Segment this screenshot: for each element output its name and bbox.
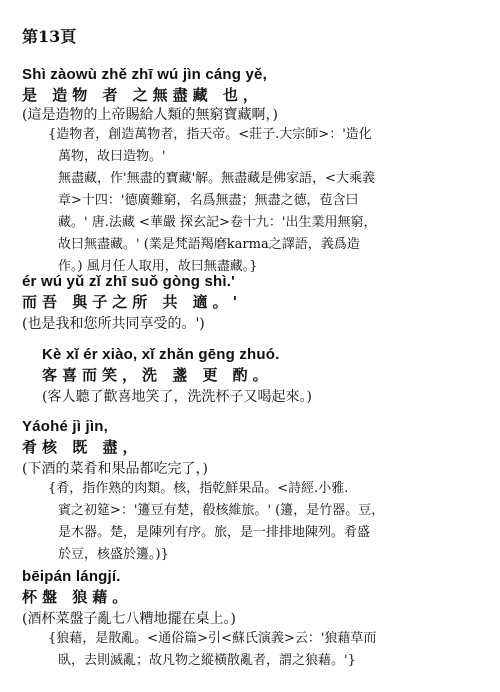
pinyin-line: Yáohé jì jìn, [22,418,108,435]
note-line: 賓之初筵>：'籩豆有楚，殽核維旅。' (籩，是竹器。豆， [58,503,385,518]
chinese-line: 客喜而笑，洗 盞 更 酌。 [42,366,273,384]
chinese-line: 肴核 既 盡， [22,438,143,456]
note-line: 萬物，故曰造物。' [58,149,166,164]
chinese-line: 杯盤 狼藉。 [22,588,133,606]
note-line: 臥，去則滅亂；故凡物之縱橫散亂者，謂之狼藉。'} [58,653,356,668]
note-line: {造物者，創造萬物者，指天帝。<莊子.大宗師>：'造化 [48,127,372,142]
pinyin-line: Shì zàowù zhě zhī wú jìn cáng yě, [22,66,267,83]
chinese-line: 而吾 與子之所 共 適。' [22,293,243,311]
note-line: 作。) 風月任人取用，故曰無盡藏。} [58,259,258,274]
translation-line: (客人聽了歡喜地笑了，洗洗杯子又喝起來。) [42,389,312,405]
translation-line: (酒杯菜盤子亂七八糟地擺在桌上。) [22,611,236,627]
note-line: 於豆，核盛於籩。)} [58,547,169,562]
note-line: 是木器。楚，是陳列有序。旅，是一排排地陳列。肴盛 [58,525,371,540]
note-line: 章>十四：'德廣難窮，名爲無盡；無盡之德，苞含曰 [58,193,359,208]
page-number: 第13頁 [22,27,77,46]
note-line: 無盡藏，作'無盡的寶藏'解。無盡藏是佛家語，<大乘義 [58,171,376,186]
translation-line: (下酒的菜肴和果品都吃完了，) [22,461,208,477]
note-line: {狼藉，是散亂。<通俗篇>引<蘇氏演義>云：'狼藉草而 [48,631,377,646]
note-line: 故曰無盡藏。' (業是梵語羯磨karma之譯語，義爲造 [58,237,360,252]
pinyin-line: Kè xǐ ér xiào, xǐ zhǎn gēng zhuó. [42,346,280,363]
translation-line: (這是造物的上帝賜給人類的無窮寶藏啊，) [22,107,278,123]
pinyin-line: bēipán lángjí. [22,568,121,585]
chinese-line: 是 造物 者 之無盡藏 也， [22,86,263,104]
note-line: {肴，指作熟的肉類。核，指乾鮮果品。<詩經.小雅. [48,481,349,496]
pinyin-line: ér wú yǔ zǐ zhī suǒ gòng shì.' [22,273,235,290]
note-line: 藏。' 唐.法藏 <華嚴 探玄記>卷十九：'出生業用無窮， [58,215,377,230]
translation-line: (也是我和您所共同享受的。') [22,316,205,332]
